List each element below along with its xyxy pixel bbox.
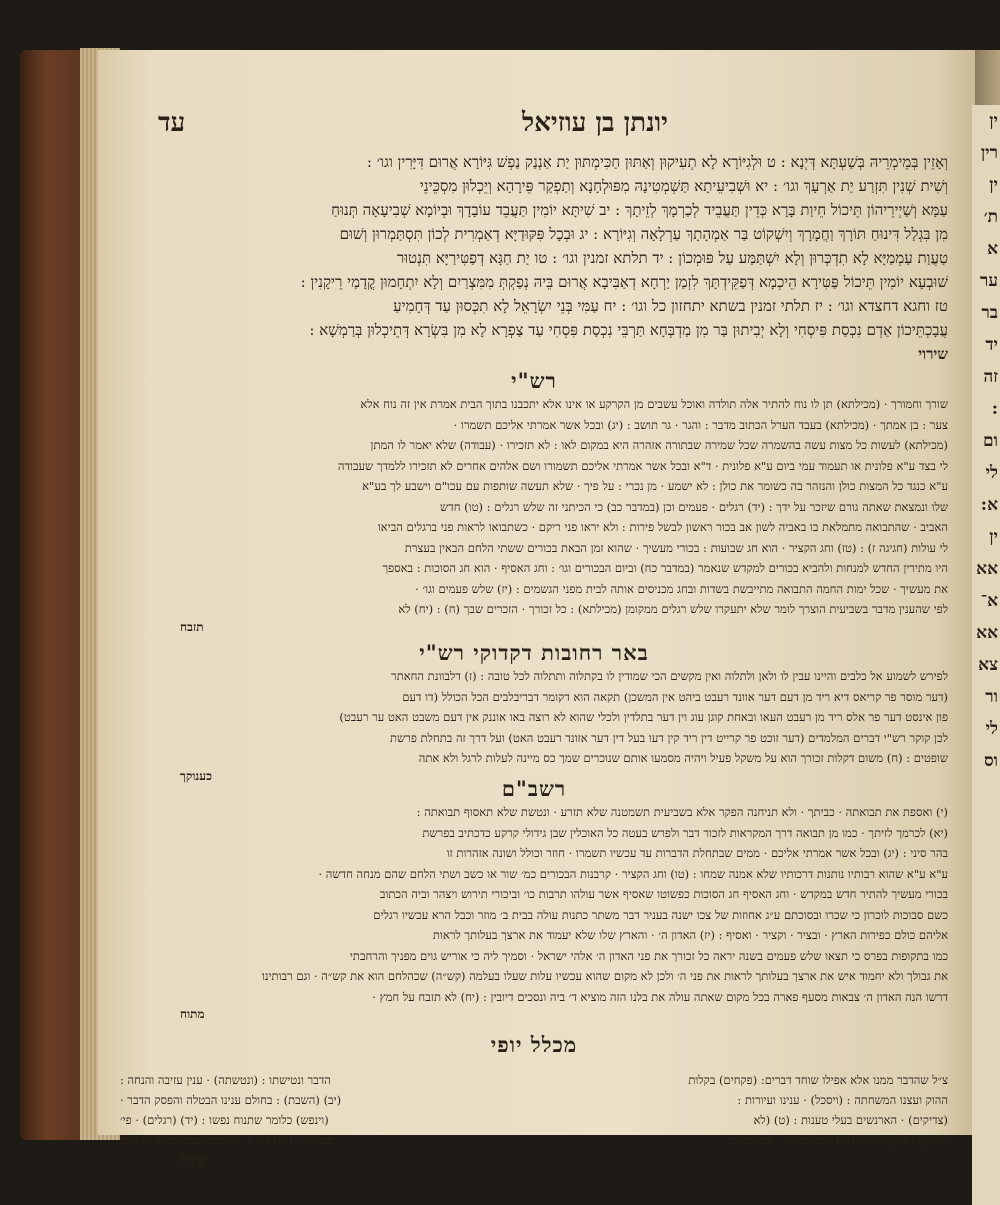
facing-fragment: ין xyxy=(989,527,998,547)
open-book xyxy=(20,40,1000,1167)
facing-fragment: א xyxy=(987,239,998,259)
facing-fragment: צא xyxy=(978,655,998,675)
page-number: עד xyxy=(158,108,186,138)
michlal-col-right: ההוק ועצנו המשחתה : (ויסכל) · ענינו ועיורות : xyxy=(737,1093,948,1107)
rashbam-line: אליהם כולם כפירות הארץ · ובציר · וקציר · ואסיף : (יז) האדון ה׳ · והארץ שלו שלא יעמוד את ארצך בעלותך לראות xyxy=(432,928,948,942)
rashbam-line: בכורי מעשיך להתיר חדש במקדש · וחג האסיף חג הסוכות כפשוטו שאסיף אשר עולהו תרבות כו׳ וביכורי תירוש ויצהר וביה הכתוב xyxy=(379,887,948,901)
targum-line: שׁוּבְעָא יוֹמִין תֵּיכוֹל פַּטִּירָא הֵיכְמָא דְּפַקֵּידְתָּךְ לִזְמַן יַרְחָא דְאַבִּיבָא אֲרוּם בֵּיהּ נְפַקְתְּ מִמִּצְרַיִם וְלָא יִתְחָמוּן קֳדָמַי רֵיקָנִין : xyxy=(300,273,948,291)
rashbam-section xyxy=(120,776,948,1022)
page-title: יונתן בן עוזיאל xyxy=(522,108,668,138)
running-header xyxy=(158,108,938,142)
michlal-title: מכלל יופי xyxy=(490,1032,578,1057)
rashi-text xyxy=(120,394,948,620)
beer-line: לפירש לשמוע אל כלבים והיינו עבין לו ולאן ולתלוה ואין מקשים הכי שמודין לו בקתלוה ותתלוה לכל טובה : (ז) דלבוונת החאתר xyxy=(391,669,948,683)
rashi-line: צער : בן אמתך · (מכילתא) בעבד הערל הכתוב מדבר : והגר · גר תושב : (יג) ובכל אשר אמרתי אליכם תשמרו · xyxy=(453,417,948,432)
michlal-col-right: צ״ל שהדבר ממנו אלא אפילו שוחד דברים: (פקחים) בקלות xyxy=(688,1073,948,1087)
facing-fragment: ין xyxy=(989,175,998,195)
targum-line: עֲבָכְתֵּיכוֹן אַדְם נִכְסַת פִּיסְחִי וְלָא יְבִיתוּן בַּר מִן מַדְבְּחָא תַּרְבֵּי נִכְסַת פִּסְחִי עַד צַפְרָא לָא מִן בִּשְׂרָא דְּתֵיכְלוּן בְּרַמְשָׁא : xyxy=(309,321,948,339)
rashbam-line: דרשו הנה האדון ה׳ צבאות מסעף פארה בכל מקום שאתה עולה את בלנו הזה מוציא ד׳ ביה ונסכים דיובין : (יח) לא תזבח על חמץ · xyxy=(372,989,948,1004)
rashi-line: לפי שהענין מדבר בשביעית הוצרך לומר שלא יתעקרו שלש רגלים ממקומן (מכילתא) : כל זכורך · הזכרים שבך (ח) : (יח) לא xyxy=(398,602,948,616)
catchword: מתוח xyxy=(180,1007,205,1021)
michlal-row xyxy=(120,1070,948,1090)
rashbam-text xyxy=(120,802,948,1007)
rashbam-line: ע"א ע"א שהוא רבותיו נותנות דרכותיו שלא אמנה שמחו : (טו) וחג הקציר · קרבנות הבכורים כמ׳ שור או כשב ושתי הלחם שהם מנחה חדשה · xyxy=(318,866,948,881)
rashi-line: (מכילתא) לעשות כל מצות עשה בהשמרה שכל שמירה שבתורה אזהרה היא במקום לאו : לא תזכירו · (עבודה) שלא יאמר לו המתן xyxy=(370,438,948,452)
catchword: תזבח xyxy=(180,619,204,634)
facing-fragment: ת׳ xyxy=(983,207,998,227)
michlal-row xyxy=(120,1090,948,1110)
facing-fragment: אא xyxy=(976,559,998,579)
catchword: כענוקך xyxy=(180,768,212,783)
beer-title: באר רחובות דקדוקי רש"י xyxy=(419,640,649,665)
beer-line: פון אינסט דער פר אלס ריד מן רעבט העאו ובאחת קוגן עוג וין דער בתלדין ולכלי שהוא לא רוצה באו אוננק אין דעם משבט האט ער רעבט) xyxy=(339,710,948,724)
targum-line: וְשִׁית שְׁנִין תִּזְרַע יַת אַרְעָךְ וגו׳ : יא וּשְׁבִיעֵיתָא תַּשְׁמְטִינָהּ מִפּוּלְחָנָא וְתַפְקַר פֵּירָהָא וְיֵכְלוּן מִסְכֵּינֵי xyxy=(419,177,948,195)
facing-fragment: א־ xyxy=(980,591,998,611)
rashbam-line: (יא) לכרמך לזיתך · כמו מן תבואה דרך המקראות לזכור דבר ולפרש בעטה כל האוכלין שבן גידולי קרקע כדכתיב בפרשת xyxy=(422,825,948,840)
rashi-line: האביב · שהתבואה מתמלאת בו באביה לשון אב בכור ראשון לבשל פירות : ולא יראו פני ריקם · כשתבואו לראות פני ברגלים הביאו xyxy=(377,520,948,534)
left-page xyxy=(98,50,978,1167)
michlal-col-left: פעמים : (יח) (חג׳) · הקרבן ועצמי נקרא כן ע״ש xyxy=(120,1133,334,1147)
facing-fragment: ין xyxy=(989,111,998,131)
michlal-col-left: (יב) (השבת) : בחולם ענינו הבטלה והפסק הדבר · xyxy=(120,1093,342,1107)
catchword: שקרל xyxy=(180,1153,207,1167)
facing-fragment: זה xyxy=(983,367,998,387)
rashi-line: לי עולות (חגיגה ז) : (טז) וחג הקציר · הוא חג שבועות : בכורי מעשיך · שהוא זמן הבאת בכורים ששתי הלחם הבאין בעצרת xyxy=(404,540,948,555)
facing-fragment: רין xyxy=(980,143,998,163)
targum-line: מִן בִּגְלַל דִּינוּחַ תּוֹרָךְ וַחֲמָרָךְ וְיִשְׁקוֹט בַּר אַמְהָתָךְ עַרְלָאָה וְגִיּוֹרָא : יג וּבְכָל פִּקּוּדַיָּא דְאַמְרִית לְכוֹן תִּסְתַּמְרוּן וְשׁוּם xyxy=(339,225,948,243)
facing-fragment: וס xyxy=(983,751,998,771)
catchword: שירוי xyxy=(918,345,948,363)
michlal-section xyxy=(120,1032,948,1058)
rashi-line: את מעשיך · שכל ימות החמה התבואה מתייבשת בשדות ובחג מכניסים אותה לבית מפני הגשמים : (יז) שלש פעמים וגו׳ · xyxy=(415,581,948,596)
targum-line: וְאָזֵין בְּמֵימְרֵיהּ בְּשַׁעְתָּא דְּיְנָא : ט וּלְגִיּוֹרָא לָא תְעִיקוּן וְאַתּוּן חַכִּימְתּוּן יַת אַנְנַק נַפְשׁ גִּיּוֹרָא אֲרוּם דִּיָּרִין וגו׳ : xyxy=(366,153,948,171)
rashi-line: שלו ונמצאת שאתה גורם שיזכר על ידך : (יד) רגלים · פעמים וכן (במדבר כב) כי הכיתני זה שלש רגלים : (טו) חדש xyxy=(440,499,948,514)
beer-section xyxy=(120,640,948,784)
facing-fragment: אא xyxy=(976,623,998,643)
targum-line: טַעֲוַת עַמְמַיָּא לָא תִדְכְּרוּן וְלָא יִשְׁתַּמַּע עַל פּוּמְכוֹן : יד תלתא זמנין וגו׳ : טו יַת חַגָּא דְפַטִּירַיָּא תִּנְטוּר xyxy=(396,249,948,267)
rashi-line: לי בצד ע"א פלונית או תעמוד עמי ביום ע"א פלונית · ד"א ובכל אשר אמרתי אליכם תשמורו ושם אלהים אחרים לא תזכירו ללמדך שעבודה xyxy=(337,458,948,473)
michlal-row xyxy=(120,1130,948,1150)
rashbam-line: כשם סבוכות לוכרון כי שכרו ובסוכתם ע״ג אחוזות של צכו ישנה בעניר דבר משתר כתנות עולה בבית ב׳ מוזר וכבל הרא עכשיו רגלים xyxy=(373,907,948,922)
rashi-section xyxy=(120,368,948,635)
rashbam-line: את גבולך ולא יחמוד איש את ארצך בעלותך לראות את פני ה׳ ולכן לא מקום שהוא עכשיו עלות שעלו בעלמה (קש״ה) שכהלחם הוא את קש״ה · וגם רבותינו xyxy=(261,969,948,983)
facing-fragment: ער xyxy=(980,271,998,291)
michlal-col-left: (וינפש) כלומר שתנוח נפשו : (יד) (רגלים) · פי׳ xyxy=(120,1113,329,1127)
targum-line: טז וחגא דחצדא וגו׳ : יז תלתי זמנין בשתא יתחזון כל וגו׳ : יח עַמִּי בְּנֵי יִשְׂרָאֵל לָא תִכְּסוּן עַד דְּחָמִיעַ xyxy=(393,297,948,315)
rashbam-line: כמו בתקופות בפרס כי תצאו שלש פעמים בשנה יראה כל זכורך את פני האדון ה׳ אלהי ישראל · וסמיך ליה כי אוריש גוים מפניך והרחבתי xyxy=(349,948,948,963)
facing-fragment: א: xyxy=(980,495,998,515)
rashi-line: ע"א כנגד כל המצות כולן והנזהר בה כשומר את כולן : לא ישמע · מן נכרי : על פיך · שלא תעשה שותפות עם עכו"ם וישבע לך בע"א xyxy=(362,479,948,493)
beer-line: (דער מוסר פר קריאס דיא ריד מן דעם דער אוונד רעבט ביהט אין המשכן) תקאה הוא דקומר דבריבלבים הכל הכולל (דו דעם xyxy=(402,689,948,704)
facing-fragment: יד xyxy=(985,335,998,355)
beer-line: לכן קוקר רש"י דברים המלמדים (דער זוכט פר קרייט דין ריד קין דעו בעל דין דער אזונד רעבט האט) ועל דרך זה בתחלת פרשת xyxy=(390,730,948,745)
facing-fragment: בר xyxy=(981,303,998,323)
targum-line: עַמָּא וְשַׁיְירֵיהוֹן תֵּיכוֹל חֵיוַת בָּרָא כְּדֵין תַּעֲבֵיד לְכַרְמָךְ לְזֵיתָךְ : יב שִׁיתָּא יוֹמִין תַּעֲבֵד עוֹבָדָךְ וּבְיוֹמָא שְׁבִיעָאָה תְּנוּחַ xyxy=(331,201,948,219)
michlal-row xyxy=(120,1110,948,1130)
rashbam-line: (י) ואספת את תבואתה · כביתך · ולא תניחנה הפקר אלא בשביעית תשמטנה שלא תזרע · ונטשת שלא תאסוף תבואתה : xyxy=(416,805,948,819)
facing-fragment: : xyxy=(991,399,998,419)
rashi-title: רש"י xyxy=(511,368,557,393)
michlal-col-left: הדבר ונטישתו : (ונטשתה) · ענין עזיבה והנחה : xyxy=(120,1073,331,1087)
rashbam-line: בהר סיני : (יג) ובכל אשר אמרתי אליכם · ממים שבתחלת הדברות עד עכשיו תשמרו · חוזר וכולל ושונה אזהרות זו xyxy=(446,846,948,860)
beer-line: שופטים : (ח) משום דקלות זכורך הוא על משקל פעיל ויהיה מסמעו אותם שנוכרים שמך כס מיינה לעלות לרגל ולא אתה xyxy=(418,751,948,765)
michlal-text xyxy=(120,1070,948,1170)
facing-fragment: לי xyxy=(985,463,998,483)
targum-block xyxy=(120,150,948,366)
facing-fragment: לי xyxy=(985,719,998,739)
facing-fragment: ור xyxy=(985,687,998,707)
beer-text xyxy=(120,666,948,769)
michlal-col-right: תלחץ) · ענין דוחק : (יא) (תשמטנה) · ענין עזיבת xyxy=(727,1133,948,1147)
rashi-line: היו מתירין החדש למנחות ולהביא בכורים למקדש שנאמר (במדבר כח) וביום הבכורים וגו׳ : וחג האסיף · הוא חג הסוכות : באספך xyxy=(382,561,948,575)
rashi-line: שורך וחמורך · (מכילתא) תן לו נוח להתיר אלה תולדה ואוכל עשבים מן הקרקע או אינו אלא יתכבנו בתוך הבית אמרת אין זה נוח אלא xyxy=(360,397,948,411)
facing-fragment: ום xyxy=(983,431,998,451)
michlal-col-right: (צדיקים) · הארנשים בעלי טענות : (ט) (לא xyxy=(753,1113,948,1127)
rashbam-title: רשב"ם xyxy=(501,776,567,801)
facing-page-edge xyxy=(972,105,1000,1205)
